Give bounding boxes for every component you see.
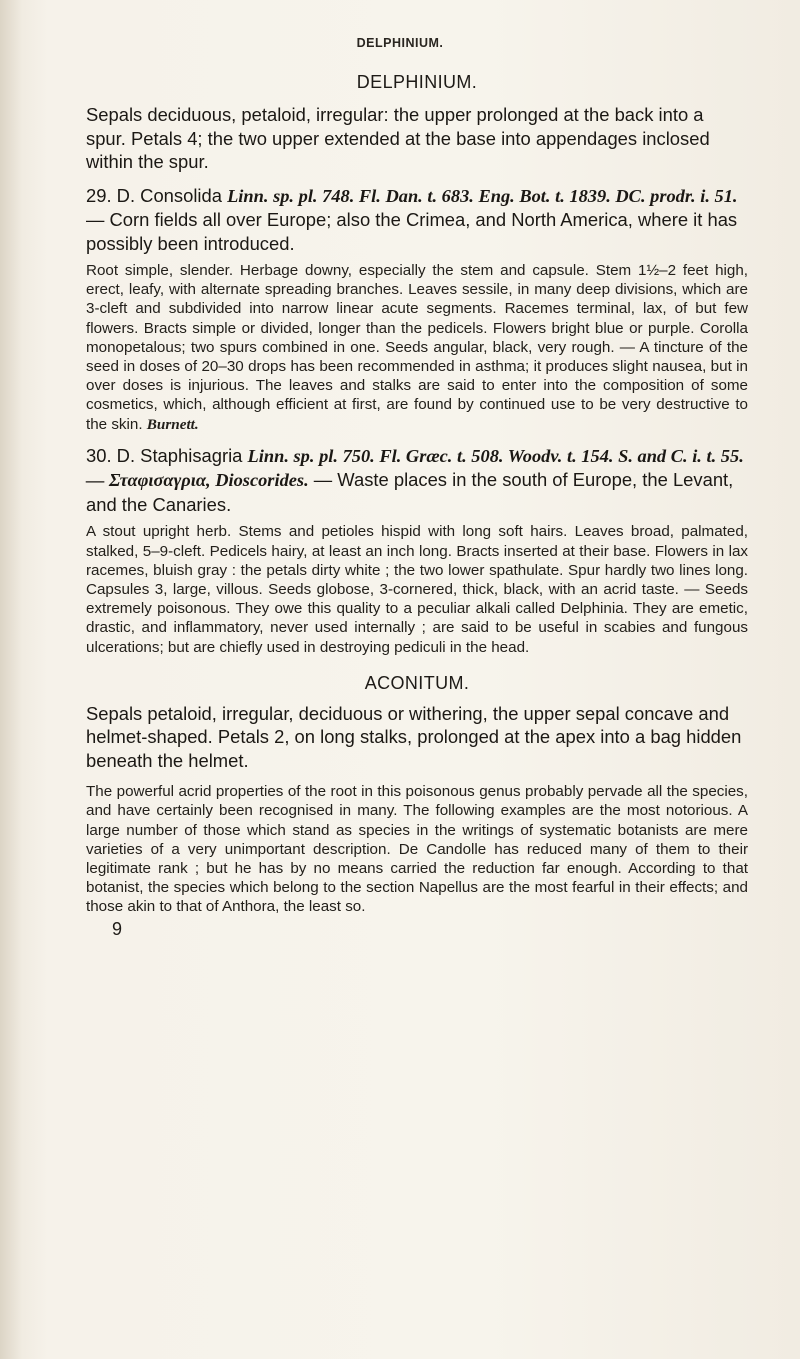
section-title-delphinium: DELPHINIUM. <box>356 72 478 92</box>
running-head: DELPHINIUM. <box>356 36 444 50</box>
species-entry-staphisagria <box>86 444 748 517</box>
genus-description-aconitum: Sepals petaloid, irregular, deciduous or withering, the upper sepal concave and helmet-shaped. Petals 2, on long stalks, prolonged at the apex into a bag hidden beneath the helmet. <box>86 702 742 771</box>
genus-description-delphinium: Sepals deciduous, petaloid, irregular: the upper prolonged at the back into a spur. Petals 4; the two upper extended at the base into appendages inclosed within the spur. <box>86 104 710 172</box>
description-text: A stout upright herb. Stems and petioles hispid with long soft hairs. Leaves broad, palmated, stalked, 5–9-cleft. Pedicels hairy, at least an inch long. Bracts inserted at their base. Flowers in lax racemes, bluish gray : the petals dirty white ; the two lower spathulate. Spur hardly two lines long. Capsules 3, large, villous. Seeds globose, 3-cornered, thick, black, with an acrid taste. — Seeds extremely poisonous. They owe this quality to a peculiar alkali called Delphinia. They are emetic, drastic, and inflammatory, never used internally ; are said to be useful in scabies and fungous ulcerations; but are chiefly used in destroying pediculi in the head. <box>86 523 748 656</box>
species-habitat: — Waste places in the south of Europe, the Levant, and the Canaries. <box>86 469 734 515</box>
aconitum-paragraph: The powerful acrid properties of the root in this poisonous genus probably pervade all the species, and have certainly been recognised in many. The following examples are the most notorious. A large number of those which stand as species in the writings of systematic botanists are mere varieties of a very unimportant description. De Candolle has reduced many of them to their legitimate rank ; but he has by no means carried the reduction far enough. According to that botanist, the species which belong to the section Napellus are the most fearful in their effects; and those akin to that of Anthora, the least so. <box>86 783 748 916</box>
species-entry-consolida <box>86 184 748 256</box>
page-body <box>86 72 748 940</box>
species-number-name: 30. D. Staphisagria <box>86 444 248 466</box>
page-number: 9 <box>112 918 123 939</box>
description-author: Burnett. <box>146 415 199 433</box>
species-habitat: — Corn fields all over Europe; also the Crimea, and North America, where it has possibly been introduced. <box>86 209 738 254</box>
species-description-staphisagria <box>86 522 748 656</box>
species-description-consolida <box>86 261 748 434</box>
page-edge-shadow <box>0 0 22 1359</box>
species-references: Linn. sp. pl. 750. Fl. Græc. t. 508. Woodv. t. 154. S. and C. i. t. 55. — Σταφισαγρια, Dioscorides. <box>86 445 744 491</box>
section-title-aconitum: ACONITUM. <box>364 672 470 693</box>
species-references: Linn. sp. pl. 748. Fl. Dan. t. 683. Eng. Bot. t. 1839. DC. prodr. i. 51. <box>227 185 738 206</box>
description-text: Root simple, slender. Herbage downy, especially the stem and capsule. Stem 1½–2 feet high, erect, leafy, with alternate spreading branches. Leaves sessile, in many deep divisions, which are 3-cleft and subdivided into narrow linear acute segments. Racemes terminal, lax, of but few flowers. Bracts simple or divided, longer than the pedicels. Flowers bright blue or purple. Corolla monopetalous; two spurs combined in one. Seeds angular, black, very rough. — A tincture of the seed in doses of 20–30 drops has been recommended in asthma; it produces slight nausea, but in over doses is injurious. The leaves and stalks are said to enter into the composition of some cosmetics, which, although efficient at first, are found by continued use to be very destructive to the skin. <box>86 262 748 433</box>
species-number-name: 29. D. Consolida <box>86 184 228 206</box>
